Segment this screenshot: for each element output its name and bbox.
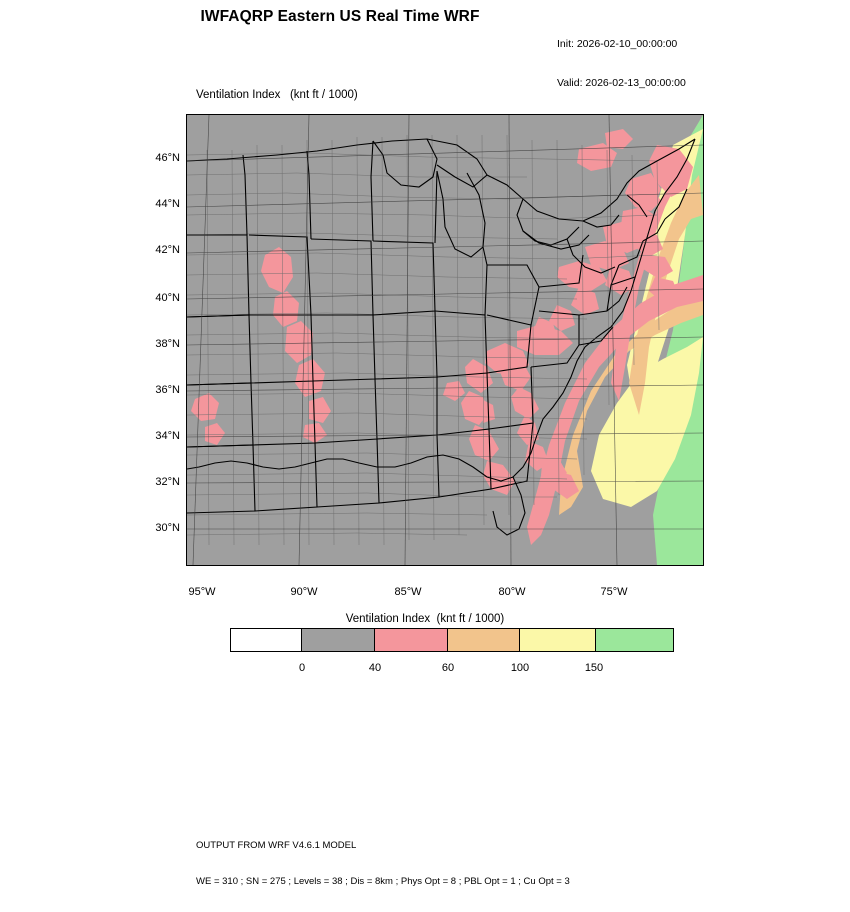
colorbar-tick-label: 0 <box>298 662 306 674</box>
colorbar-title: Ventilation Index (knt ft / 1000) <box>345 613 505 625</box>
y-tick-label: 38°N <box>155 338 180 350</box>
colorbar <box>230 628 674 652</box>
y-tick-label: 40°N <box>155 292 180 304</box>
colorbar-segment-0 <box>231 629 302 651</box>
map-plot-area[interactable] <box>186 114 704 566</box>
y-tick-label: 46°N <box>155 152 180 164</box>
colorbar-tick-label: 40 <box>368 662 382 674</box>
y-tick-label: 36°N <box>155 384 180 396</box>
plot-subtitle: Ventilation Index (knt ft / 1000) <box>196 89 358 101</box>
y-tick-label: 30°N <box>155 522 180 534</box>
x-tick-label: 95°W <box>188 586 216 598</box>
y-tick-label: 34°N <box>155 430 180 442</box>
run-info <box>557 12 686 116</box>
page-title: IWFAQRP Eastern US Real Time WRF <box>200 8 480 25</box>
map-canvas <box>187 115 703 565</box>
footer-line-2: WE = 310 ; SN = 275 ; Levels = 38 ; Dis = 8km ; Phys Opt = 8 ; PBL Opt = 1 ; Cu Opt = 3 <box>196 876 570 887</box>
x-tick-label: 85°W <box>394 586 422 598</box>
valid-time: Valid: 2026-02-13_00:00:00 <box>557 77 686 89</box>
colorbar-segment-4 <box>520 629 595 651</box>
y-tick-label: 32°N <box>155 476 180 488</box>
colorbar-tick-label: 60 <box>441 662 455 674</box>
colorbar-tick-label: 100 <box>510 662 530 674</box>
y-tick-label: 44°N <box>155 198 180 210</box>
model-info-footer <box>196 816 570 912</box>
init-time: Init: 2026-02-10_00:00:00 <box>557 38 678 50</box>
x-tick-label: 80°W <box>498 586 526 598</box>
colorbar-tick-label: 150 <box>584 662 604 674</box>
colorbar-segment-2 <box>375 629 448 651</box>
colorbar-segment-3 <box>448 629 521 651</box>
y-tick-label: 42°N <box>155 244 180 256</box>
x-tick-label: 90°W <box>290 586 318 598</box>
colorbar-segment-5 <box>596 629 673 651</box>
footer-line-1: OUTPUT FROM WRF V4.6.1 MODEL <box>196 840 357 851</box>
x-tick-label: 75°W <box>600 586 628 598</box>
colorbar-segment-1 <box>302 629 375 651</box>
